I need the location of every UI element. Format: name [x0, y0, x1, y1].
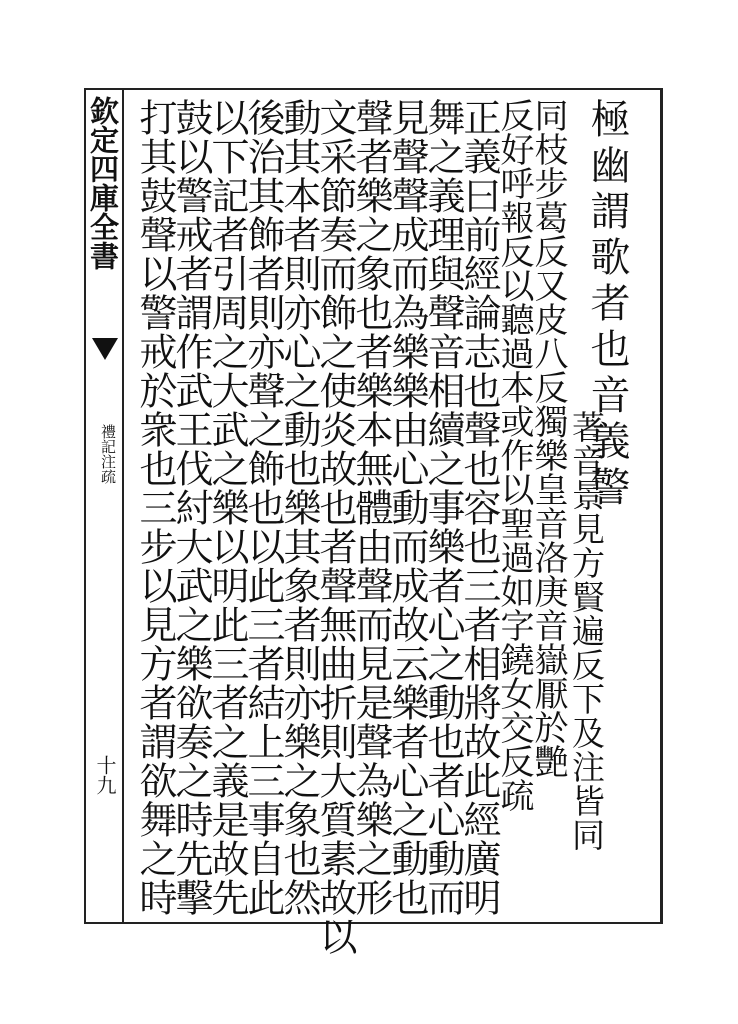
text-column-5: 正義曰前經論志也聲也容也三者相將故此經廣明 — [457, 98, 501, 917]
text-column-6: 舞之義理與聲音相續之事樂者心之動也者心動而 — [421, 98, 465, 917]
collection-title: 欽定四庫全書 — [86, 96, 120, 270]
text-column-4: 反好呼報反以聽過本或作以聖過如字鐃女交反疏 — [494, 98, 534, 812]
book-title: 禮記注疏 — [99, 424, 117, 484]
frame-right-rule — [660, 88, 663, 924]
frame-bottom-rule — [84, 922, 663, 924]
frame-top-rule — [84, 88, 663, 90]
text-column-15: 打其鼓聲以警戒於衆也三步以見方者謂欲舞之時 — [133, 98, 177, 917]
margin-strip — [86, 92, 120, 922]
text-column-7: 見聲聲成而為樂樂由心動而成故云樂者心之動也 — [385, 98, 429, 917]
text-column-10: 文采節奏而飾之使炎故也者聲無曲折則大質素故以 — [313, 98, 357, 956]
text-column-13: 以下記者引周之大武之樂以明此三者之義是故先 — [205, 98, 249, 917]
text-column-3: 同枝步葛反又皮八反獨樂皇音洛庚音嶽厭於艷 — [528, 98, 568, 778]
fish-tail-mark — [92, 338, 118, 360]
text-column-12: 後治其飾者則亦聲之飾也以此三者結上三事自此 — [241, 98, 285, 917]
text-column-1: 極幽謂歌者也音義警 — [584, 98, 630, 512]
text-column-11: 動其本者則亦心之動也樂其象者則亦樂之象也然 — [277, 98, 321, 917]
text-column-14: 鼓以警戒者謂作武王伐紂大武之樂欲奏之時先擊 — [169, 98, 213, 917]
text-column-8: 聲者樂之象也者樂本無體由聲而見是聲為樂之形 — [349, 98, 393, 917]
text-column-2: 著音景見方賢遍反下及注皆同 — [567, 410, 606, 852]
page-number: 十九 — [93, 755, 117, 795]
margin-strip-divider — [122, 88, 124, 924]
